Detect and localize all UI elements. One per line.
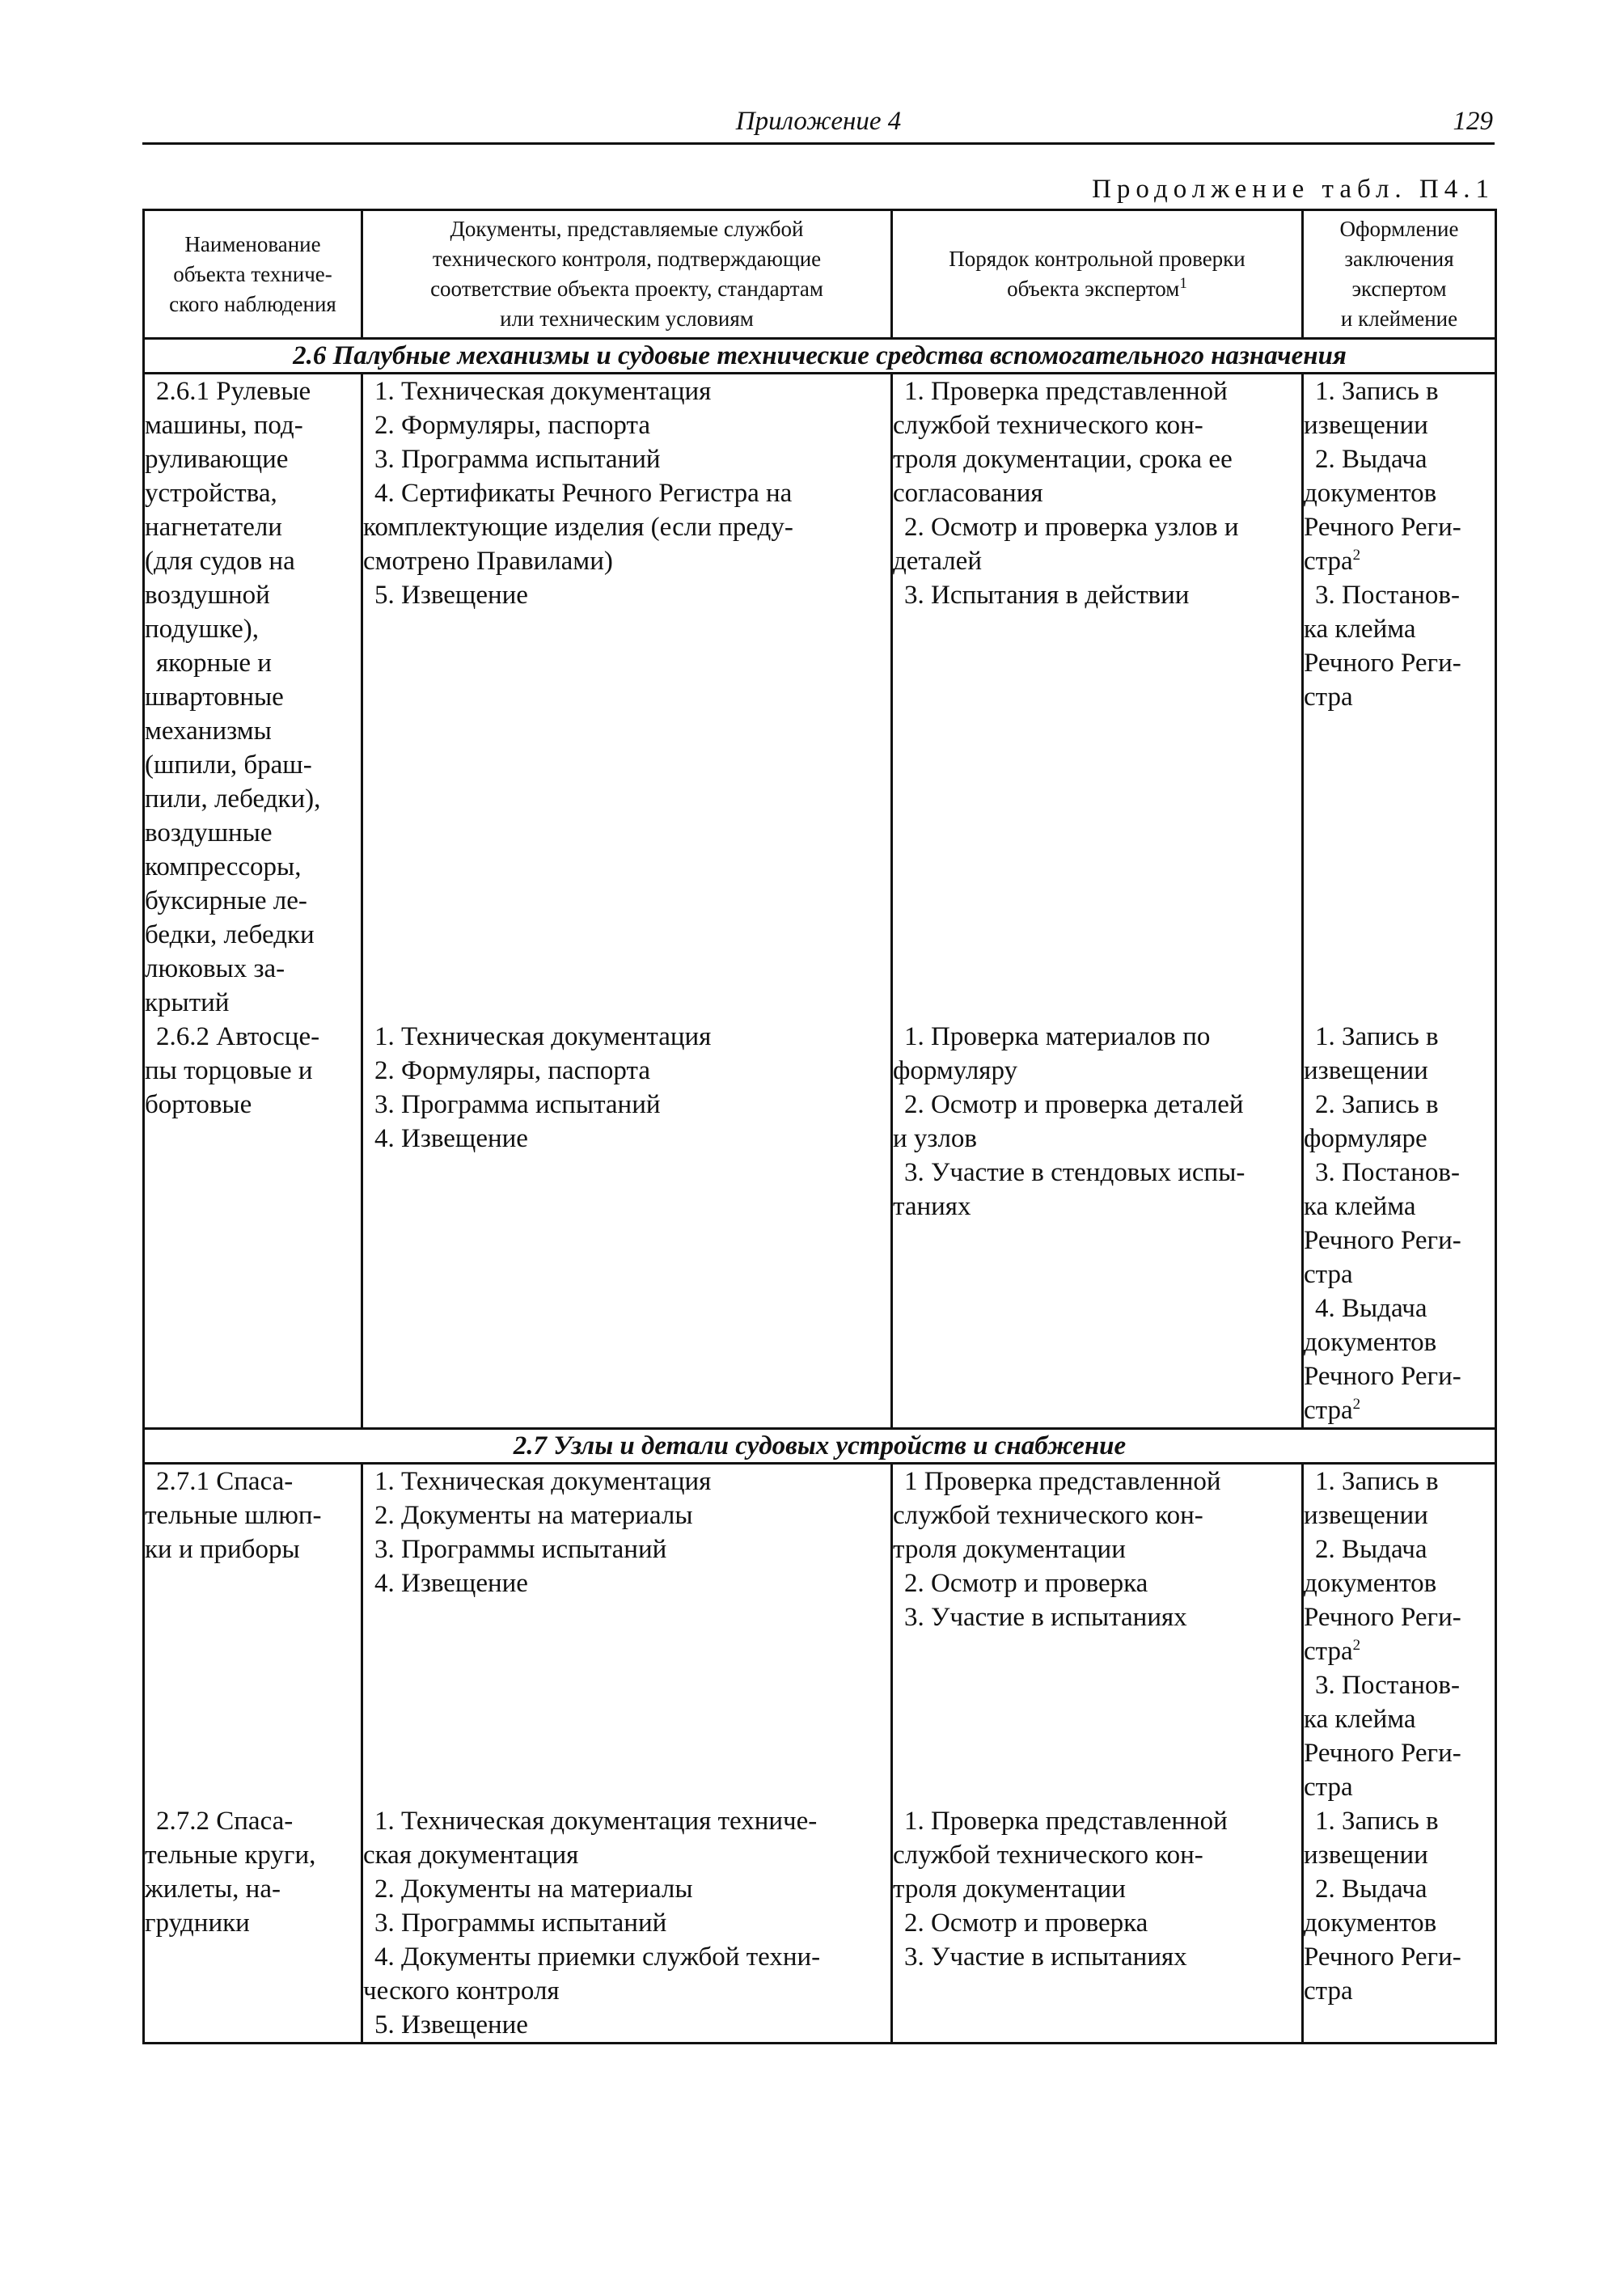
cell-line: 1. Проверка представленной — [904, 377, 1228, 406]
footnote-marker: 2 — [1352, 547, 1361, 564]
cell-line: извещении — [1304, 1056, 1428, 1085]
column-header-line: технического контроля, подтверждающие — [432, 247, 822, 271]
cell-line: Речного Реги- — [1304, 1603, 1461, 1632]
cell-line: ка клейма — [1304, 615, 1416, 644]
cell-line: 3. Участие в стендовых испы- — [904, 1158, 1245, 1187]
cell-line: Речного Реги- — [1304, 1226, 1461, 1255]
conclusion-cell — [1303, 1020, 1496, 1429]
check-procedure-cell — [892, 1020, 1303, 1429]
cell-line: документов — [1304, 1328, 1437, 1357]
section-row — [144, 1429, 1496, 1464]
cell-line: механизмы — [145, 716, 272, 746]
cell-line: якорные и — [156, 649, 272, 678]
cell-line: троля документации — [893, 1875, 1126, 1904]
cell-line: Речного Реги- — [1304, 1362, 1461, 1391]
cell-line: 4. Выдача — [1315, 1294, 1427, 1323]
cell-line: 2. Формуляры, паспорта — [374, 411, 650, 440]
table-header-row — [144, 210, 1496, 339]
cell-line: ческого контроля — [363, 1976, 560, 2006]
table-body — [144, 339, 1496, 2044]
column-header-line: Порядок контрольной проверки — [949, 247, 1245, 271]
column-header-check-procedure — [892, 210, 1303, 339]
cell-line: 3. Постанов- — [1315, 1158, 1461, 1187]
footnote-marker: 1 — [1179, 275, 1187, 292]
cell-line: 1. Техническая документация — [374, 1022, 712, 1051]
table-row — [144, 1020, 1496, 1429]
object-name-cell — [144, 1020, 362, 1429]
cell-line: ки и приборы — [145, 1535, 300, 1564]
cell-line: стра$^2$ — [1304, 1637, 1361, 1666]
cell-line: воздушные — [145, 818, 273, 848]
cell-line: 3. Программы испытаний — [374, 1908, 667, 1938]
cell-line: бортовые — [145, 1090, 252, 1119]
cell-line: 2.6.2 Автосце- — [156, 1022, 320, 1051]
cell-line: нагнетатели — [145, 513, 282, 542]
cell-line: стра$^2$ — [1304, 547, 1361, 576]
cell-line: 3. Программа испытаний — [374, 1090, 661, 1119]
table-row — [144, 1464, 1496, 1805]
section-title: 2.6 Палубные механизмы и судовые технические средства вспомогательного назначения — [144, 339, 1496, 374]
column-header-line: ского наблюдения — [169, 291, 336, 316]
cell-line: компрессоры, — [145, 852, 302, 881]
cell-line: 4. Документы приемки службой техни- — [374, 1942, 821, 1972]
cell-line: грудники — [145, 1908, 250, 1938]
cell-line: руливающие — [145, 445, 289, 474]
column-header-line: Наименование — [184, 231, 321, 256]
table-row — [144, 1804, 1496, 2044]
cell-line: извещении — [1304, 411, 1428, 440]
cell-line: 3. Участие в испытаниях — [904, 1942, 1187, 1972]
cell-line: швартовные — [145, 683, 284, 712]
cell-line: службой технического кон- — [893, 411, 1203, 440]
cell-line: 2.7.1 Спаса- — [156, 1467, 294, 1496]
conclusion-cell — [1303, 1804, 1496, 2044]
cell-line: документов — [1304, 479, 1437, 508]
cell-line: крытий — [145, 988, 230, 1017]
column-header-line-text: объекта экспертом — [1007, 277, 1180, 301]
cell-line: 2. Формуляры, паспорта — [374, 1056, 650, 1085]
cell-line: 5. Извещение — [374, 581, 528, 610]
cell-line: 2. Осмотр и проверка — [904, 1908, 1148, 1938]
cell-line: Речного Реги- — [1304, 1739, 1461, 1768]
section-title: 2.7 Узлы и детали судовых устройств и снабжение — [144, 1429, 1496, 1464]
cell-line: 3. Постанов- — [1315, 581, 1461, 610]
cell-line: формуляре — [1304, 1124, 1427, 1153]
column-header-conclusion — [1303, 210, 1496, 339]
cell-line: пили, лебедки), — [145, 784, 321, 814]
cell-line: машины, под- — [145, 411, 303, 440]
column-header-line: Документы, представляемые службой — [450, 217, 804, 241]
documents-cell — [362, 374, 892, 1021]
column-header-object — [144, 210, 362, 339]
cell-line: 3. Участие в испытаниях — [904, 1603, 1187, 1632]
table-continuation-caption: Продолжение табл. П4.1 — [1092, 175, 1495, 204]
cell-line: 2. Запись в — [1315, 1090, 1439, 1119]
cell-line: формуляру — [893, 1056, 1018, 1085]
cell-line: согласования — [893, 479, 1043, 508]
cell-line: жилеты, на- — [145, 1875, 281, 1904]
cell-line: Речного Реги- — [1304, 1942, 1461, 1972]
cell-line: 2. Осмотр и проверка узлов и — [904, 513, 1239, 542]
cell-line: 3. Постанов- — [1315, 1671, 1461, 1700]
check-procedure-cell — [892, 1804, 1303, 2044]
documents-cell — [362, 1804, 892, 2044]
column-header-documents — [362, 210, 892, 339]
cell-line: таниях — [893, 1192, 971, 1221]
check-procedure-cell — [892, 374, 1303, 1021]
table-row — [144, 374, 1496, 1021]
cell-line: стра — [1304, 1260, 1353, 1289]
cell-line: 3. Программа испытаний — [374, 445, 661, 474]
column-header-line: экспертом — [1351, 277, 1447, 301]
documents-cell — [362, 1020, 892, 1429]
cell-line: 4. Извещение — [374, 1124, 528, 1153]
cell-line: 2. Осмотр и проверка — [904, 1569, 1148, 1598]
column-header-line: и клеймение — [1340, 306, 1458, 331]
cell-line: службой технического кон- — [893, 1841, 1203, 1870]
check-procedure-cell — [892, 1464, 1303, 1805]
cell-line: Речного Реги- — [1304, 649, 1461, 678]
cell-line: ская документация — [363, 1841, 579, 1870]
cell-line: (шпили, браш- — [145, 750, 312, 780]
cell-line: 1. Запись в — [1315, 1807, 1439, 1836]
column-header-line: заключения — [1344, 247, 1454, 271]
cell-line: 3. Испытания в действии — [904, 581, 1190, 610]
object-name-cell — [144, 1464, 362, 1805]
cell-line: тельные шлюп- — [145, 1501, 322, 1530]
cell-line: смотрено Правилами) — [363, 547, 613, 576]
cell-line: 1. Запись в — [1315, 377, 1439, 406]
cell-line: тельные круги, — [145, 1841, 316, 1870]
cell-line: 3. Программы испытаний — [374, 1535, 667, 1564]
cell-line: 1. Техническая документация техниче- — [374, 1807, 818, 1836]
cell-line: ка клейма — [1304, 1192, 1416, 1221]
cell-line: 1. Проверка материалов по — [904, 1022, 1211, 1051]
column-header-line: или техническим условиям — [500, 306, 754, 331]
cell-line: 1. Техническая документация — [374, 377, 712, 406]
cell-line: службой технического кон- — [893, 1501, 1203, 1530]
object-name-cell — [144, 374, 362, 1021]
cell-line: 2.7.2 Спаса- — [156, 1807, 294, 1836]
cell-line: устройства, — [145, 479, 277, 508]
cell-line: извещении — [1304, 1841, 1428, 1870]
cell-line: документов — [1304, 1569, 1437, 1598]
cell-line: 1 Проверка представленной — [904, 1467, 1221, 1496]
cell-line: и узлов — [893, 1124, 977, 1153]
cell-line: 2. Выдача — [1315, 1535, 1427, 1564]
documents-cell — [362, 1464, 892, 1805]
cell-line: 5. Извещение — [374, 2010, 528, 2039]
section-row — [144, 339, 1496, 374]
page-number: 129 — [1453, 107, 1493, 136]
cell-line: стра — [1304, 1773, 1353, 1802]
cell-line: подушке), — [145, 615, 260, 644]
cell-line: 2. Выдача — [1315, 445, 1427, 474]
cell-line: документов — [1304, 1908, 1437, 1938]
inspection-table — [142, 209, 1497, 2044]
running-head-title: Приложение 4 — [735, 107, 902, 136]
cell-line: 2. Документы на материалы — [374, 1501, 693, 1530]
cell-line: троля документации, срока ее — [893, 445, 1233, 474]
cell-line: извещении — [1304, 1501, 1428, 1530]
cell-line: 1. Проверка представленной — [904, 1807, 1228, 1836]
footnote-marker: 2 — [1352, 1396, 1361, 1413]
cell-line: 2. Выдача — [1315, 1875, 1427, 1904]
conclusion-cell — [1303, 1464, 1496, 1805]
cell-line: 4. Сертификаты Речного Регистра на — [374, 479, 793, 508]
cell-line: 2. Документы на материалы — [374, 1875, 693, 1904]
cell-line: буксирные ле- — [145, 886, 307, 915]
cell-line: воздушной — [145, 581, 270, 610]
column-header-line — [898, 274, 1296, 304]
conclusion-cell — [1303, 374, 1496, 1021]
cell-line: бедки, лебедки — [145, 920, 315, 949]
cell-line: стра — [1304, 1976, 1353, 2006]
cell-line: 4. Извещение — [374, 1569, 528, 1598]
cell-line: ка клейма — [1304, 1705, 1416, 1734]
column-header-line: соответствие объекта проекту, стандартам — [430, 277, 823, 301]
cell-line: стра — [1304, 683, 1353, 712]
footnote-marker: 2 — [1352, 1637, 1361, 1654]
object-name-cell — [144, 1804, 362, 2044]
cell-line: 1. Запись в — [1315, 1467, 1439, 1496]
cell-line: 1. Техническая документация — [374, 1467, 712, 1496]
running-head — [142, 105, 1495, 145]
cell-line: 2.6.1 Рулевые — [156, 377, 311, 406]
cell-line: стра$^2$ — [1304, 1396, 1361, 1425]
cell-line: деталей — [893, 547, 982, 576]
cell-line: троля документации — [893, 1535, 1126, 1564]
cell-line: 2. Осмотр и проверка деталей — [904, 1090, 1244, 1119]
column-header-line: объекта техниче- — [173, 261, 332, 286]
cell-line: (для судов на — [145, 547, 295, 576]
cell-line: пы торцовые и — [145, 1056, 313, 1085]
cell-line: люковых за- — [145, 954, 285, 983]
cell-line: комплектующие изделия (если преду- — [363, 513, 793, 542]
column-header-line: Оформление — [1339, 217, 1459, 241]
cell-line: Речного Реги- — [1304, 513, 1461, 542]
cell-line: 1. Запись в — [1315, 1022, 1439, 1051]
